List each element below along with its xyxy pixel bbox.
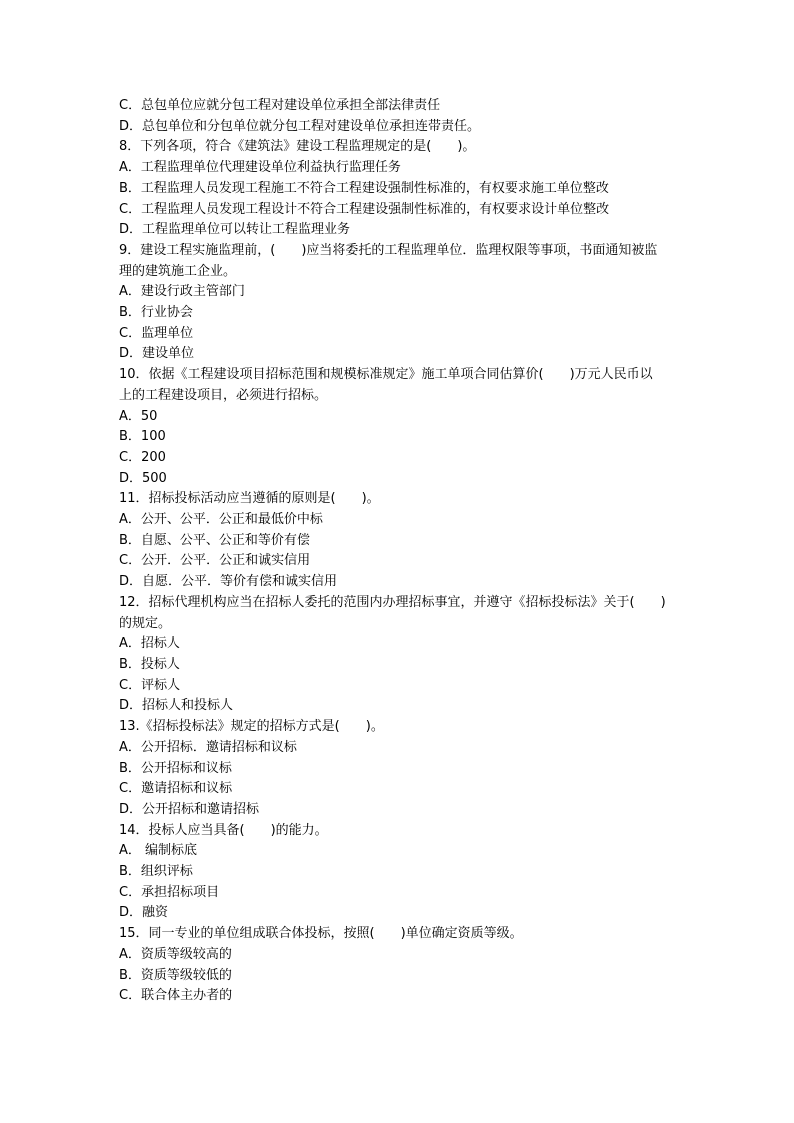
option-a-q13: A．公开招标．邀请招标和议标 xyxy=(119,739,297,755)
option-b-q15: B．资质等级较低的 xyxy=(119,967,232,983)
option-a-q11: A．公开、公平．公正和最低价中标 xyxy=(119,512,323,528)
question-8: 8．下列各项，符合《建筑法》建设工程监理规定的是( )。 xyxy=(119,139,476,155)
option-b-q12: B．投标人 xyxy=(119,656,180,672)
option-c-q9: C．监理单位 xyxy=(119,325,194,341)
question-12: 12．招标代理机构应当在招标人委托的范围内办理招标事宜，并遵守《招标投标法》关于( ) xyxy=(119,594,666,610)
option-c-q10: C．200 xyxy=(119,449,166,465)
option-c-q8: C．工程监理人员发现工程设计不符合工程建设强制性标准的，有权要求设计单位整改 xyxy=(119,201,610,217)
question-10-cont: 上的工程建设项目，必须进行招标。 xyxy=(119,387,328,403)
question-11: 11．招标投标活动应当遵循的原则是( )。 xyxy=(119,491,380,507)
option-c-q15: C．联合体主办者的 xyxy=(119,988,233,1004)
option-b-q13: B．公开招标和议标 xyxy=(119,760,232,776)
option-a-q14: A． 编制标底 xyxy=(119,843,198,859)
question-13: 13.《招标投标法》规定的招标方式是( )。 xyxy=(119,719,384,735)
option-d-q13: D．公开招标和邀请招标 xyxy=(119,801,260,817)
document-body xyxy=(119,96,709,1007)
option-d-q10: D．500 xyxy=(119,470,167,486)
option-c-q7: C．总包单位应就分包工程对建设单位承担全部法律责任 xyxy=(119,98,441,113)
option-d-q11: D．自愿．公平．等价有偿和诚实信用 xyxy=(119,574,338,590)
option-d-q7: D．总包单位和分包单位就分包工程对建设单位承担连带责任。 xyxy=(119,118,481,134)
option-d-q14: D．融资 xyxy=(119,905,169,921)
option-a-q9: A．建设行政主管部门 xyxy=(119,284,245,300)
question-9: 9．建设工程实施监理前，( )应当将委托的工程监理单位．监理权限等事项，书面通知被监 xyxy=(119,242,658,258)
option-c-q14: C．承担招标项目 xyxy=(119,884,220,900)
question-9-cont: 理的建筑施工企业。 xyxy=(119,263,237,279)
question-12-cont: 的规定。 xyxy=(119,615,172,631)
option-d-q9: D．建设单位 xyxy=(119,346,195,362)
option-c-q13: C．邀请招标和议标 xyxy=(119,781,233,797)
option-a-q15: A．资质等级较高的 xyxy=(119,946,232,962)
question-15: 15．同一专业的单位组成联合体投标，按照( )单位确定资质等级。 xyxy=(119,926,523,942)
option-c-q12: C．评标人 xyxy=(119,677,181,693)
option-a-q10: A．50 xyxy=(119,408,158,424)
question-10: 10．依据《工程建设项目招标范围和规模标准规定》施工单项合同估算价( )万元人民币以 xyxy=(119,367,653,383)
option-b-q11: B．自愿、公平、公正和等价有偿 xyxy=(119,532,310,548)
option-b-q9: B．行业协会 xyxy=(119,305,193,321)
option-d-q12: D．招标人和投标人 xyxy=(119,698,234,714)
option-a-q12: A．招标人 xyxy=(119,636,180,652)
option-c-q11: C．公开．公平．公正和诚实信用 xyxy=(119,553,311,569)
option-d-q8: D．工程监理单位可以转让工程监理业务 xyxy=(119,222,351,238)
option-b-q8: B．工程监理人员发现工程施工不符合工程建设强制性标准的，有权要求施工单位整改 xyxy=(119,180,609,196)
option-b-q14: B．组织评标 xyxy=(119,864,193,880)
option-b-q10: B．100 xyxy=(119,429,166,445)
question-14: 14．投标人应当具备( )的能力。 xyxy=(119,822,328,838)
option-a-q8: A．工程监理单位代理建设单位利益执行监理任务 xyxy=(119,160,401,176)
